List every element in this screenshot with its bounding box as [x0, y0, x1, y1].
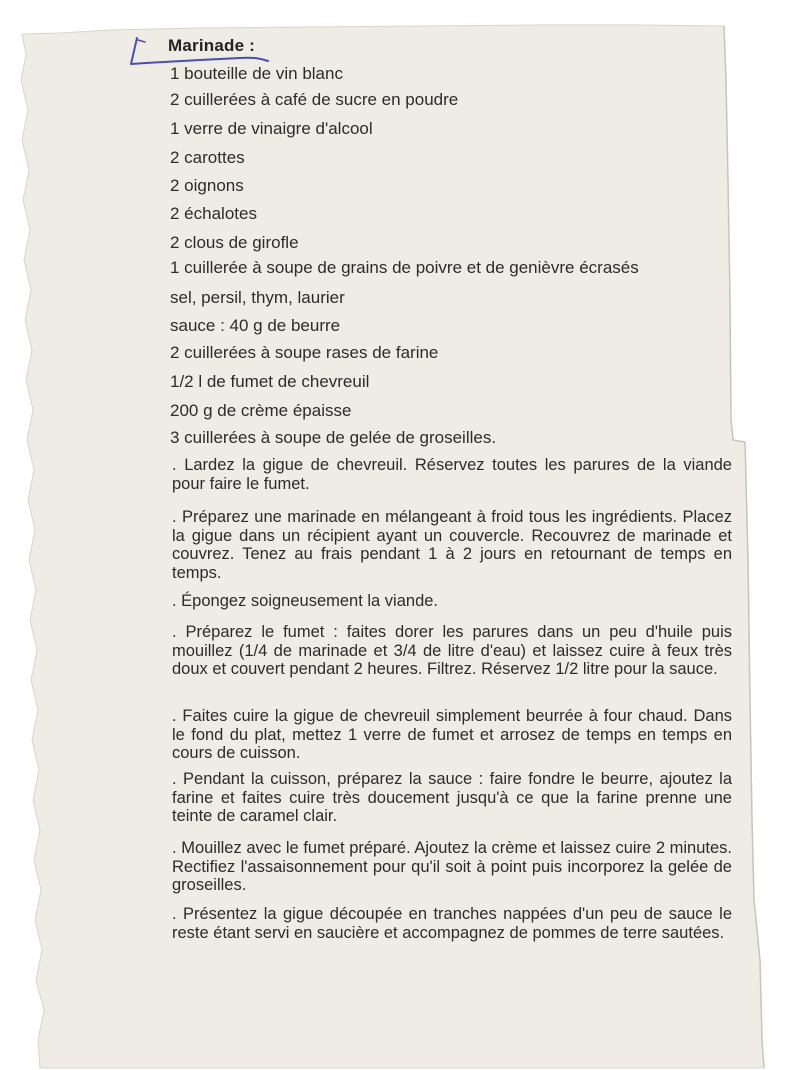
- ingredient-line: 3 cuillerées à soupe de gelée de groseilles.: [170, 428, 497, 447]
- ingredient-line: 1 verre de vinaigre d'alcool: [170, 119, 373, 138]
- ingredient-line: 2 clous de girofle: [170, 233, 299, 252]
- instruction-step: . Présentez la gigue découpée en tranches nappées d'un peu de sauce le reste étant servi en saucière et accompagnez de pommes de terre sautées.: [172, 905, 732, 942]
- marinade-title: Marinade :: [168, 36, 256, 55]
- instruction-step: . Épongez soigneusement la viande.: [172, 592, 439, 610]
- instruction-step: . Préparez une marinade en mélangeant à froid tous les ingrédients. Placez la gigue dans un récipient ayant un couvercle. Recouvrez de marinade et couvrez. Tenez au frais pendant 1 à 2 jours en retournant de temps en temps.: [172, 508, 732, 582]
- ingredient-line: sel, persil, thym, laurier: [170, 288, 345, 307]
- ingredient-line: 2 échalotes: [170, 204, 257, 223]
- ingredient-line: 1/2 l de fumet de chevreuil: [170, 372, 370, 391]
- instruction-step: . Faites cuire la gigue de chevreuil simplement beurrée à four chaud. Dans le fond du plat, mettez 1 verre de fumet et arrosez de temps en temps en cours de cuisson.: [172, 707, 732, 762]
- ingredient-line: 1 cuillerée à soupe de grains de poivre et de genièvre écrasés: [170, 258, 639, 277]
- ingredient-line: 200 g de crème épaisse: [170, 401, 352, 420]
- ingredient-line: 2 cuillerées à café de sucre en poudre: [170, 90, 459, 109]
- instruction-step: . Pendant la cuisson, préparez la sauce : faire fondre le beurre, ajoutez la farine et faites cuire très doucement jusqu'à ce que la farine prenne une teinte de caramel clair.: [172, 770, 732, 825]
- instruction-step: . Lardez la gigue de chevreuil. Réservez toutes les parures de la viande pour faire le fumet.: [172, 456, 732, 493]
- ingredient-line: sauce : 40 g de beurre: [170, 316, 341, 335]
- ingredient-line: 2 cuillerées à soupe rases de farine: [170, 343, 439, 362]
- instruction-step: . Mouillez avec le fumet préparé. Ajoutez la crème et laissez cuire 2 minutes. Rectifiez l'assaisonnement pour qu'il soit à point puis incorporez la gelée de groseilles.: [172, 839, 732, 894]
- ingredient-line: 2 carottes: [170, 148, 245, 167]
- ingredient-line: 2 oignons: [170, 176, 244, 195]
- instruction-step: . Préparez le fumet : faites dorer les parures dans un peu d'huile puis mouillez (1/4 de marinade et 3/4 de litre d'eau) et laissez cuire à feux très doux et couvert pendant 2 heures. Filtrez. Réservez 1/2 litre pour la sauce.: [172, 623, 732, 678]
- ingredient-line: 1 bouteille de vin blanc: [170, 64, 343, 83]
